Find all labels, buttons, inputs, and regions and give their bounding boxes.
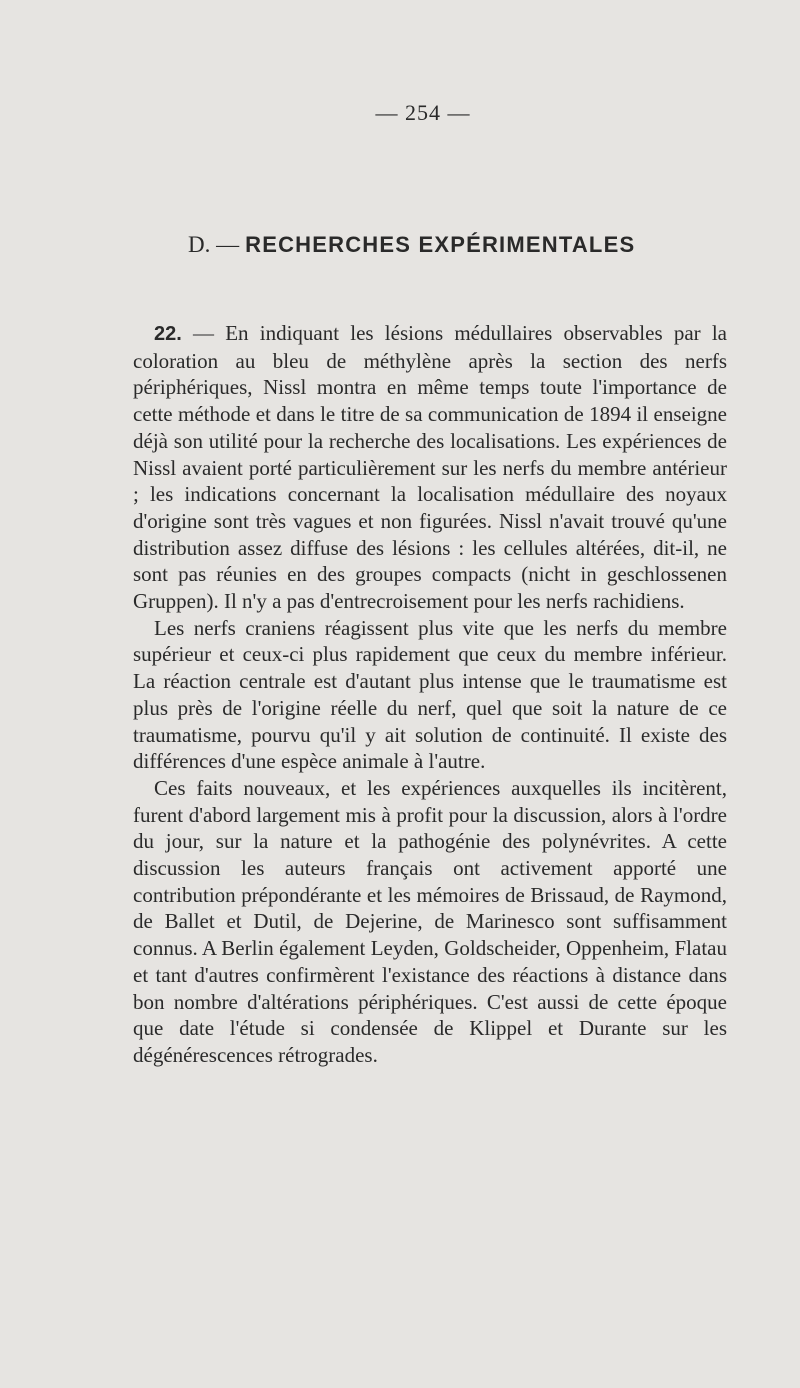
paragraph-text: Les nerfs craniens réagissent plus vite que les nerfs du membre supérieur et ceux-ci plus rapidement que ceux du membre inférieur. La réaction centrale est d'autant plus intense que le traumatisme est plus près de l'origine réelle du nerf, quel que soit la nature de ce traumatisme, pourvu qu'il y ait solution de continuité. Il existe des différences d'une espèce animale à l'autre.: [133, 615, 727, 774]
page-number: — 254 —: [375, 100, 471, 125]
paragraph-text: — En indiquant les lésions médullaires observables par la coloration au bleu de méthylène après la section des nerfs périphériques, Nissl montra en même temps toute l'importance de cette méthode et dans le titre de sa communication de 1894 il enseigne déjà son utilité pour la recherche des localisations. Les expériences de Nissl avaient porté particulièrement sur les nerfs du membre antérieur ; les indications concernant la localisation médullaire des noyaux d'origine sont très vagues et non figurées. Nissl n'avait trouvé qu'une distribution assez diffuse des lésions : les cellules altérées, dit-il, ne sont pas réunies en des groupes compacts (nicht in geschlossenen Gruppen). Il n'y a pas d'entrecroisement pour les nerfs rachidiens.: [133, 321, 727, 614]
section-letter: D. —: [188, 232, 240, 257]
section-title: RECHERCHES EXPÉRIMENTALES: [245, 232, 636, 257]
paragraph: [133, 615, 727, 775]
paragraph-text: Ces faits nouveaux, et les expériences auxquelles ils incitèrent, furent d'abord largement mis à profit pour la discussion, alors à l'ordre du jour, sur la nature et la pathogénie des polynévrites. A cette discussion les auteurs français ont activement apporté une contribution prépondérante et les mémoires de Brissaud, de Raymond, de Ballet et Dutil, de Dejerine, de Marinesco sont suffisamment connus. A Berlin également Leyden, Goldscheider, Oppenheim, Flatau et tant d'autres confirmèrent l'existance des réactions à distance dans bon nombre d'altérations périphériques. C'est aussi de cette époque que date l'étude si condensée de Klippel et Durante sur les dégénérescences rétrogrades.: [133, 775, 727, 1067]
paragraph-22: [133, 320, 727, 615]
paragraph: [133, 775, 727, 1069]
paragraph-number: 22.: [154, 323, 182, 345]
section-heading: [188, 232, 708, 259]
body-text: [133, 320, 727, 1069]
